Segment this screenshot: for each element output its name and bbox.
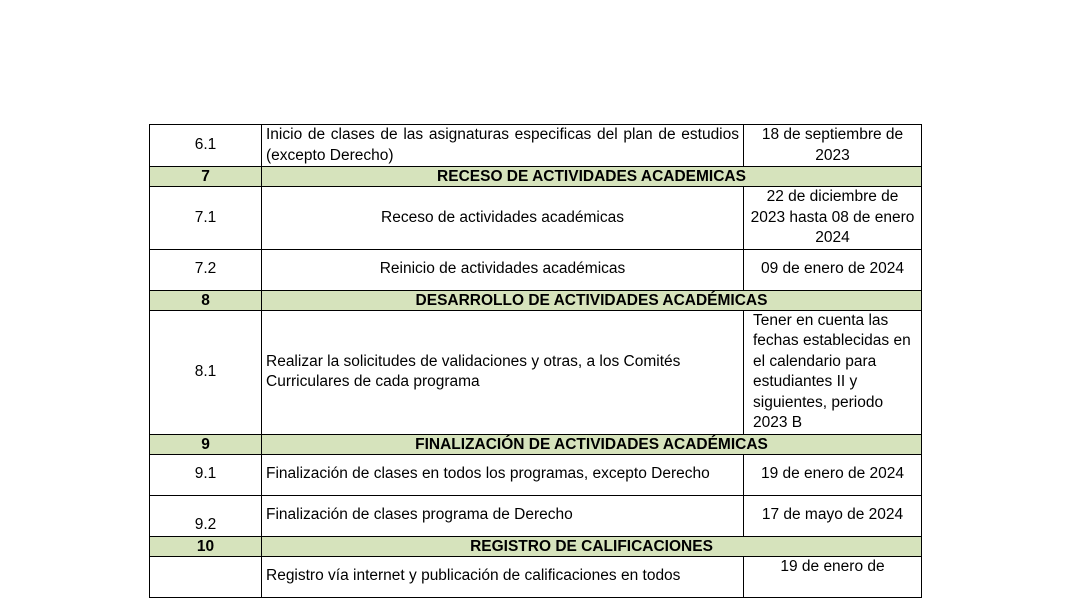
item-description: Finalización de clases programa de Derecho [262,495,744,536]
section-number: 9 [150,434,262,454]
section-title: REGISTRO DE CALIFICACIONES [262,536,922,556]
section-number: 10 [150,536,262,556]
table-row [150,454,922,495]
item-date: 18 de septiembre de 2023 [744,125,922,167]
item-number: 9.1 [150,454,262,495]
section-number: 8 [150,290,262,310]
section-row [150,536,922,556]
table-row [150,125,922,167]
table-row [150,249,922,290]
item-description: Realizar la solicitudes de validaciones y otras, a los Comités Curriculares de cada programa [262,310,744,434]
item-number: 7.1 [150,187,262,250]
item-description: Receso de actividades académicas [262,187,744,250]
item-number: 7.2 [150,249,262,290]
section-title: RECESO DE ACTIVIDADES ACADEMICAS [262,167,922,187]
item-date: 19 de enero de 2024 [744,454,922,495]
item-date: 17 de mayo de 2024 [744,495,922,536]
calendar-table [149,124,922,598]
item-number [150,556,262,597]
item-date: Tener en cuenta las fechas establecidas en el calendario para estudiantes II y siguientes, periodo 2023 B [744,310,922,434]
table-row [150,310,922,434]
table-row [150,187,922,250]
item-number: 6.1 [150,125,262,167]
item-description: Registro vía internet y publicación de calificaciones en todos [262,556,744,597]
item-date: 09 de enero de 2024 [744,249,922,290]
item-number: 9.2 [150,495,262,536]
section-row [150,290,922,310]
item-description: Reinicio de actividades académicas [262,249,744,290]
table-row [150,556,922,597]
section-row [150,434,922,454]
item-description: Finalización de clases en todos los programas, excepto Derecho [262,454,744,495]
item-date: 22 de diciembre de 2023 hasta 08 de enero 2024 [744,187,922,250]
item-description: Inicio de clases de las asignaturas especificas del plan de estudios (excepto Derecho) [262,125,744,167]
section-title: FINALIZACIÓN DE ACTIVIDADES ACADÉMICAS [262,434,922,454]
item-date: 19 de enero de [744,556,922,597]
section-title: DESARROLLO DE ACTIVIDADES ACADÉMICAS [262,290,922,310]
item-number: 8.1 [150,310,262,434]
table-row [150,495,922,536]
section-number: 7 [150,167,262,187]
section-row [150,167,922,187]
